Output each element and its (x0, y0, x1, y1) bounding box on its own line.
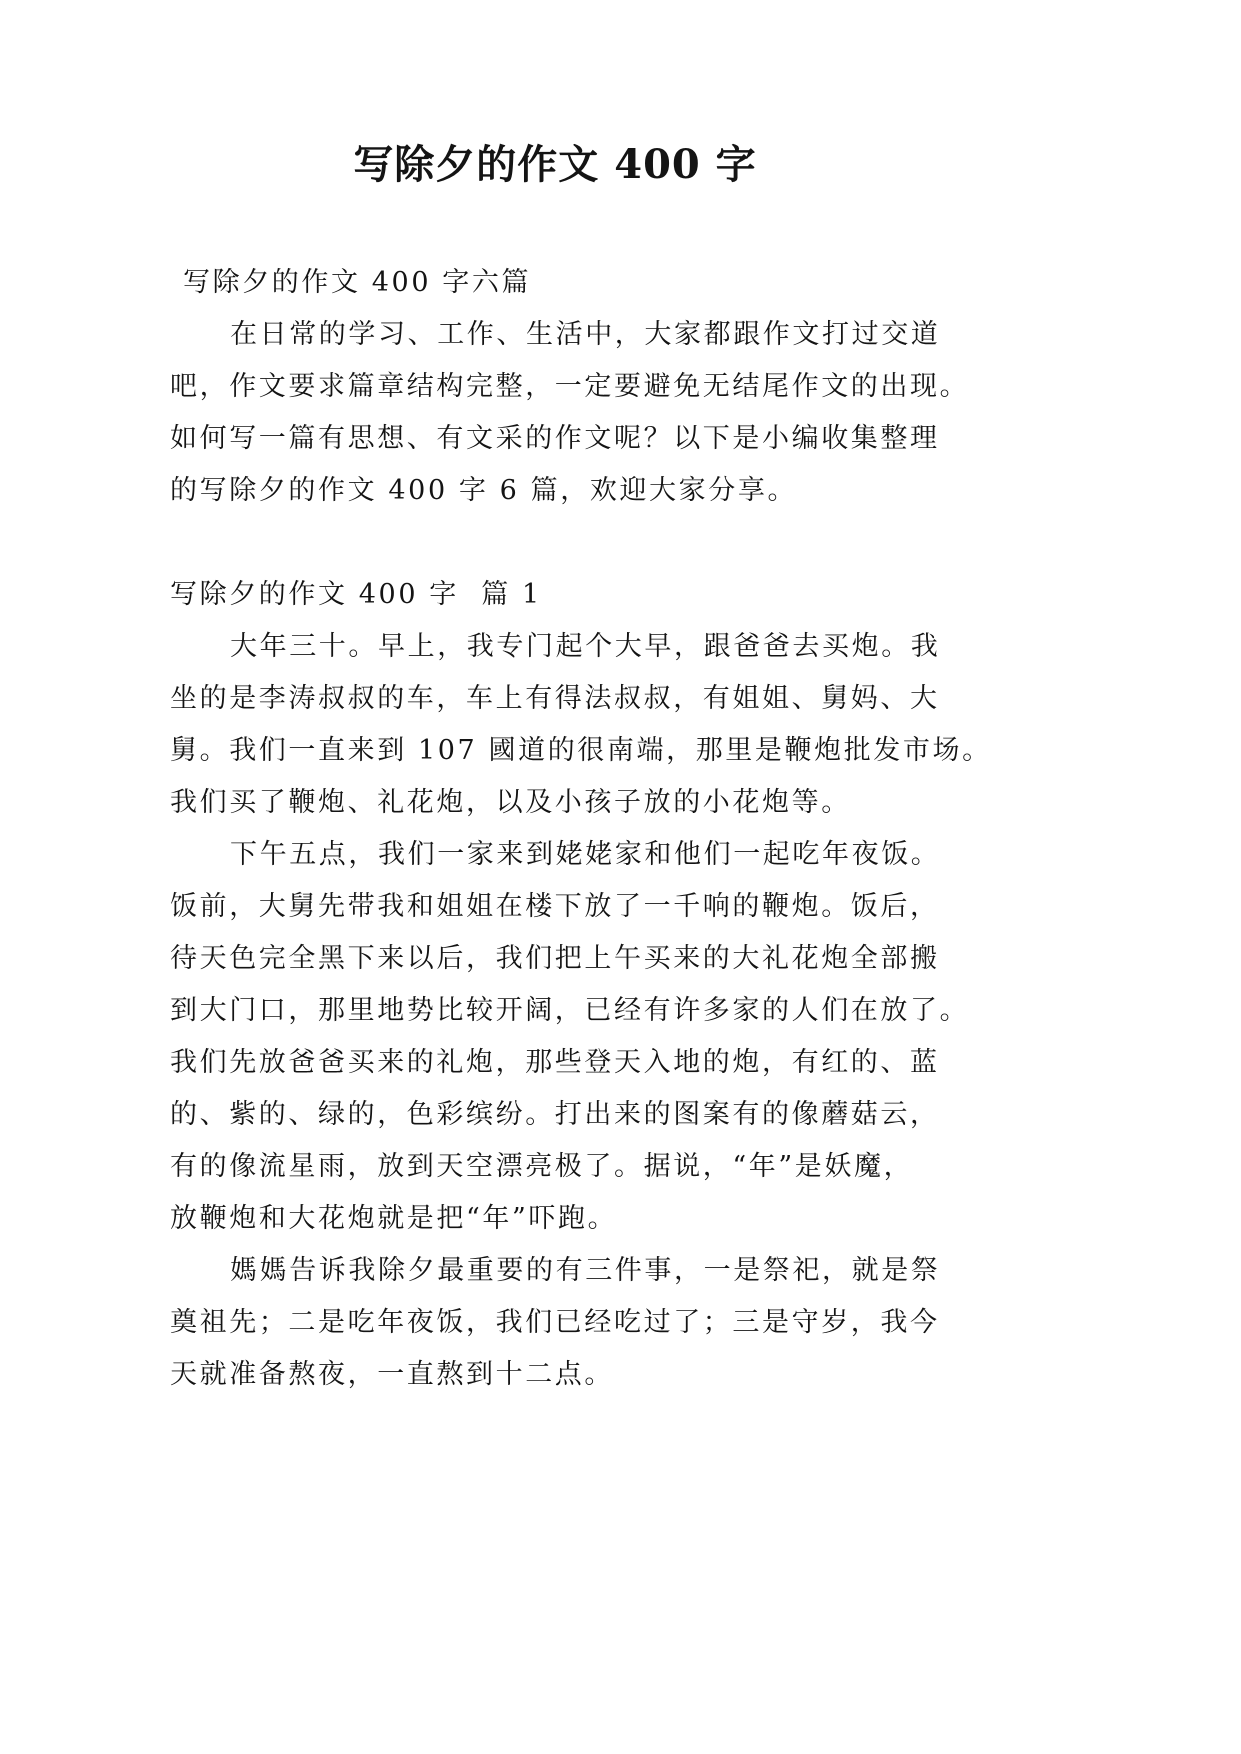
text-line: 的写除夕的作文 400 字 6 篇，欢迎大家分享。 (170, 475, 798, 506)
text-line: 的、紫的、绿的，色彩缤纷。打出来的图案有的像蘑菇云， (170, 1099, 940, 1130)
text-line: 大年三十。早上，我专门起个大早，跟爸爸去买炮。我 (230, 631, 941, 662)
text-line: 坐的是李涛叔叔的车，车上有得法叔叔，有姐姐、舅妈、大 (170, 683, 940, 714)
section-heading: 写除夕的作文 400 字 篇 1 (170, 579, 542, 610)
text-line: 在日常的学习、工作、生活中，大家都跟作文打过交道 (230, 319, 941, 350)
text-line: 下午五点，我们一家来到姥姥家和他们一起吃年夜饭。 (230, 839, 941, 870)
text-line: 待天色完全黑下来以后，我们把上午买来的大礼花炮全部搬 (170, 943, 940, 974)
body-paragraph (170, 829, 990, 1245)
document-body (170, 257, 990, 1401)
text-line: 到大门口，那里地势比较开阔，已经有许多家的人们在放了。 (170, 995, 970, 1026)
document-title: 写除夕的作文 400 字 (353, 141, 757, 188)
text-line: 我们先放爸爸买来的礼炮，那些登天入地的炮，有红的、蓝 (170, 1047, 940, 1078)
body-paragraph (170, 621, 990, 829)
text-line: 吧，作文要求篇章结构完整，一定要避免无结尾作文的出现。 (170, 371, 970, 402)
text-line: 放鞭炮和大花炮就是把“年”吓跑。 (170, 1203, 618, 1234)
text-line: 如何写一篇有思想、有文采的作文呢？以下是小编收集整理 (170, 423, 940, 454)
text-line: 有的像流星雨，放到天空漂亮极了。据说，“年”是妖魔， (170, 1151, 914, 1182)
text-line: 奠祖先；二是吃年夜饭，我们已经吃过了；三是守岁，我今 (170, 1307, 940, 1338)
text-line: 媽媽告诉我除夕最重要的有三件事，一是祭祀，就是祭 (230, 1255, 941, 1286)
text-line: 舅。我们一直来到 107 國道的很南端，那里是鞭炮批发市场。 (170, 735, 992, 766)
text-line: 天就准备熬夜，一直熬到十二点。 (170, 1359, 614, 1390)
paragraph-spacer (170, 517, 990, 569)
text-line: 饭前，大舅先带我和姐姐在楼下放了一千响的鞭炮。饭后， (170, 891, 940, 922)
intro-paragraph (170, 309, 990, 517)
body-paragraph (170, 1245, 990, 1401)
text-line: 我们买了鞭炮、礼花炮，以及小孩子放的小花炮等。 (170, 787, 851, 818)
document-subtitle: 写除夕的作文 400 字六篇 (183, 267, 532, 298)
